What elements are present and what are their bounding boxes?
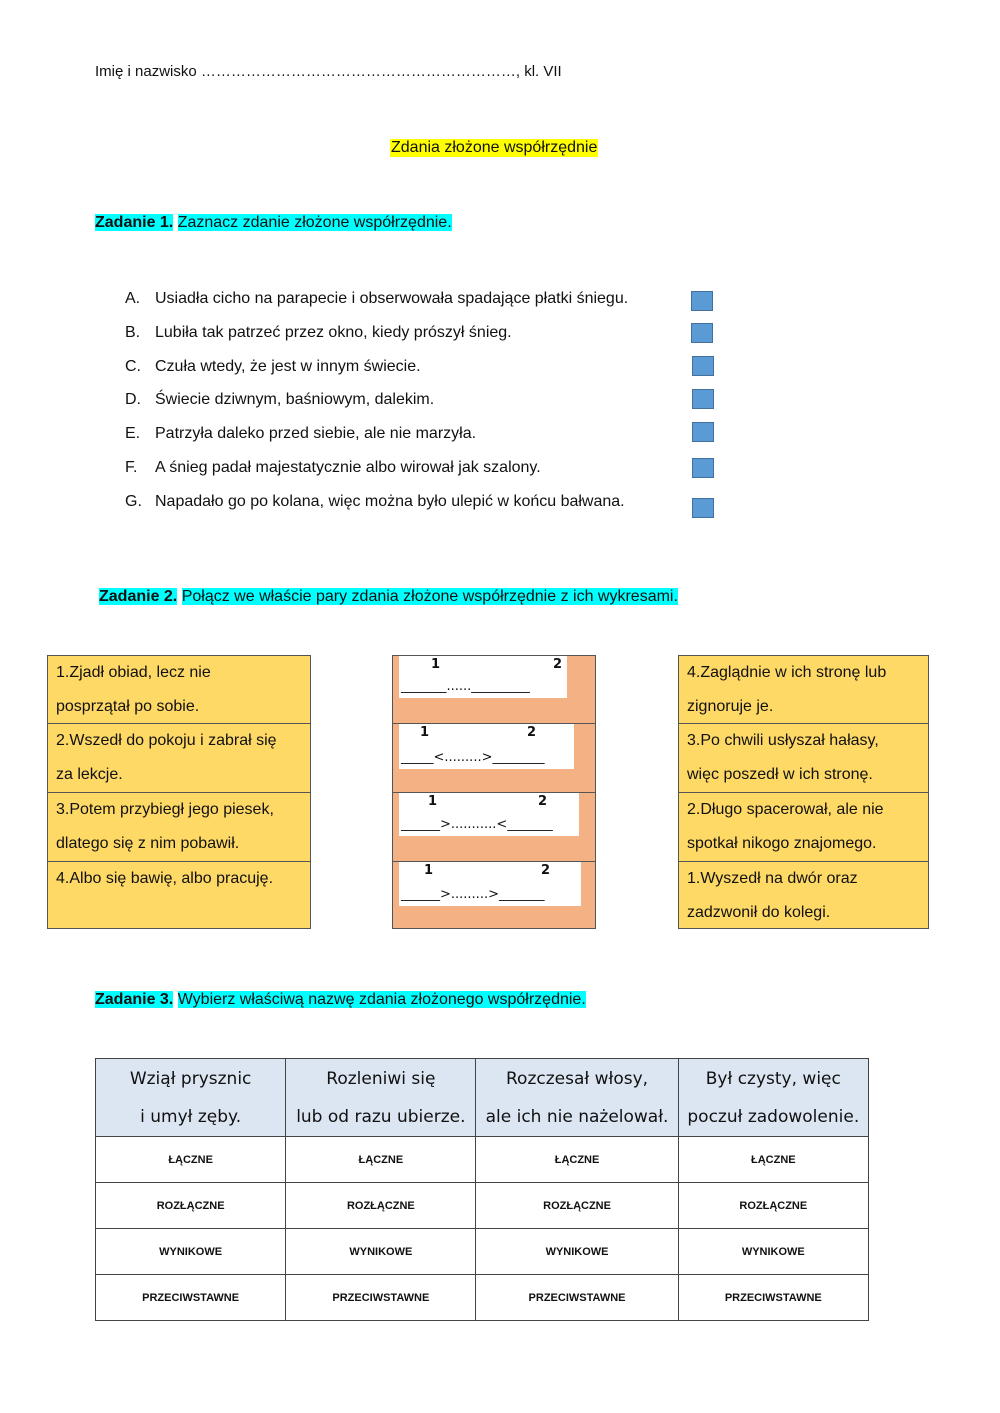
checkbox-e[interactable] xyxy=(692,422,714,442)
left-sentence-3[interactable] xyxy=(48,793,310,862)
option-text: Lubiła tak patrzeć przez okno, kiedy prószył śnieg. xyxy=(155,324,512,341)
sentence-header-3 xyxy=(476,1059,678,1137)
option-text: A śnieg padał majestatycznie albo wirował jak szalony. xyxy=(155,459,541,476)
sentence-line: 4.Albo się bawię, albo pracuję. xyxy=(56,870,274,887)
table-row xyxy=(96,1229,869,1275)
sentence-diagram xyxy=(399,862,581,906)
task3-table xyxy=(95,1058,869,1321)
sentence-diagram xyxy=(399,724,574,769)
right-sentence-3[interactable] xyxy=(679,724,928,793)
sentence-diagram xyxy=(399,656,567,698)
sentence-header-4 xyxy=(678,1059,868,1137)
task2-left-column xyxy=(47,655,311,929)
choice-wynikowe[interactable]: WYNIKOWE xyxy=(286,1229,476,1275)
diagram-pattern: ______>...........<_______ xyxy=(401,817,553,832)
option-letter: E. xyxy=(125,425,141,442)
sentence-diagram xyxy=(399,793,579,836)
option-f xyxy=(125,459,541,477)
task1-heading xyxy=(95,214,452,232)
option-d xyxy=(125,391,434,409)
name-class-line: Imię i nazwisko ………………………………………………………, kl. VII xyxy=(95,63,562,80)
diagram-number-2: 2 xyxy=(527,725,537,740)
task3-label: Zadanie 3. xyxy=(95,991,174,1008)
task2-diagram-column xyxy=(392,655,596,929)
header-line: lub od razu ubierze. xyxy=(296,1106,466,1127)
sentence-line: 1.Wyszedł na dwór oraz xyxy=(687,870,858,887)
task2-right-column xyxy=(678,655,929,929)
task2-label: Zadanie 2. xyxy=(99,588,178,605)
right-sentence-2[interactable] xyxy=(679,793,928,862)
option-letter: C. xyxy=(125,358,141,375)
choice-wynikowe[interactable]: WYNIKOWE xyxy=(476,1229,678,1275)
diagram-number-1: 1 xyxy=(420,725,430,740)
diagram-pattern: _______......_________ xyxy=(401,679,530,694)
option-letter: G. xyxy=(125,493,142,510)
option-text: Patrzyła daleko przed siebie, ale nie marzyła. xyxy=(155,425,477,442)
choice-laczne[interactable]: ŁĄCZNE xyxy=(678,1137,868,1183)
table-row xyxy=(96,1183,869,1229)
sentence-line: zignoruje je. xyxy=(687,698,774,715)
choice-wynikowe[interactable]: WYNIKOWE xyxy=(96,1229,286,1275)
checkbox-f[interactable] xyxy=(692,458,714,478)
option-a xyxy=(125,290,628,308)
sentence-line: więc poszedł w ich stronę. xyxy=(687,766,873,783)
diagram-cell-3[interactable] xyxy=(393,793,595,862)
choice-przeciwstawne[interactable]: PRZECIWSTAWNE xyxy=(286,1275,476,1321)
checkbox-c[interactable] xyxy=(692,356,714,376)
choice-rozlaczne[interactable]: ROZŁĄCZNE xyxy=(286,1183,476,1229)
option-letter: A. xyxy=(125,290,141,307)
left-sentence-4[interactable] xyxy=(48,862,310,928)
choice-przeciwstawne[interactable]: PRZECIWSTAWNE xyxy=(96,1275,286,1321)
diagram-cell-2[interactable] xyxy=(393,724,595,793)
header-line: Rozczesał włosy, xyxy=(506,1068,649,1089)
option-c xyxy=(125,358,421,376)
checkbox-d[interactable] xyxy=(692,389,714,409)
sentence-line: 4.Zaglądnie w ich stronę lub xyxy=(687,664,887,681)
sentence-header-1 xyxy=(96,1059,286,1137)
diagram-pattern: ______>.........>_______ xyxy=(401,887,545,902)
task2-instruction: Połącz we właście pary zdania złożone współrzędnie z ich wykresami. xyxy=(181,588,678,605)
table-header-row xyxy=(96,1059,869,1137)
sentence-line: 2.Długo spacerował, ale nie xyxy=(687,801,884,818)
checkbox-g[interactable] xyxy=(692,498,714,518)
choice-wynikowe[interactable]: WYNIKOWE xyxy=(678,1229,868,1275)
sentence-line: za lekcje. xyxy=(56,766,123,783)
option-letter: B. xyxy=(125,324,141,341)
choice-laczne[interactable]: ŁĄCZNE xyxy=(476,1137,678,1183)
task3-instruction: Wybierz właściwą nazwę zdania złożonego współrzędnie. xyxy=(177,991,586,1008)
sentence-line: 2.Wszedł do pokoju i zabrał się xyxy=(56,732,277,749)
task1-label: Zadanie 1. xyxy=(95,214,174,231)
option-letter: F. xyxy=(125,459,138,476)
header-line: Był czysty, więc xyxy=(705,1068,841,1089)
checkbox-a[interactable] xyxy=(691,291,713,311)
option-text: Czuła wtedy, że jest w innym świecie. xyxy=(155,358,421,375)
header-line: poczuł zadowolenie. xyxy=(687,1106,860,1127)
right-sentence-1[interactable] xyxy=(679,862,928,928)
task1-instruction: Zaznacz zdanie złożone współrzędnie. xyxy=(177,214,452,231)
choice-rozlaczne[interactable]: ROZŁĄCZNE xyxy=(96,1183,286,1229)
choice-przeciwstawne[interactable]: PRZECIWSTAWNE xyxy=(678,1275,868,1321)
choice-przeciwstawne[interactable]: PRZECIWSTAWNE xyxy=(476,1275,678,1321)
sentence-line: zadzwonił do kolegi. xyxy=(687,904,831,921)
choice-rozlaczne[interactable]: ROZŁĄCZNE xyxy=(476,1183,678,1229)
sentence-header-2 xyxy=(286,1059,476,1137)
diagram-number-2: 2 xyxy=(538,794,548,809)
choice-laczne[interactable]: ŁĄCZNE xyxy=(96,1137,286,1183)
diagram-cell-1[interactable] xyxy=(393,656,595,724)
table-row xyxy=(96,1137,869,1183)
header-line: Rozleniwi się xyxy=(326,1068,436,1089)
header-line: i umył zęby. xyxy=(140,1106,242,1127)
option-text: Usiadła cicho na parapecie i obserwowała spadające płatki śniegu. xyxy=(155,290,629,307)
diagram-pattern: _____<.........>________ xyxy=(401,750,545,765)
diagram-number-2: 2 xyxy=(541,863,551,878)
diagram-number-1: 1 xyxy=(428,794,438,809)
sentence-line: spotkał nikogo znajomego. xyxy=(687,835,877,852)
option-g xyxy=(125,493,625,511)
sentence-line: dlatego się z nim pobawił. xyxy=(56,835,240,852)
left-sentence-2[interactable] xyxy=(48,724,310,793)
sentence-line: posprzątał po sobie. xyxy=(56,698,200,715)
diagram-number-1: 1 xyxy=(424,863,434,878)
diagram-number-2: 2 xyxy=(553,657,563,672)
task2-heading xyxy=(99,588,678,606)
task3-heading xyxy=(95,991,586,1009)
worksheet-title: Zdania złożone współrzędnie xyxy=(391,139,598,156)
checkbox-b[interactable] xyxy=(691,323,713,343)
sentence-line: 3.Potem przybiegł jego piesek, xyxy=(56,801,274,818)
choice-laczne[interactable]: ŁĄCZNE xyxy=(286,1137,476,1183)
option-text: Świecie dziwnym, baśniowym, dalekim. xyxy=(155,391,435,408)
header-line: Wziął prysznic xyxy=(129,1068,252,1089)
option-letter: D. xyxy=(125,391,141,408)
left-sentence-1[interactable] xyxy=(48,656,310,724)
choice-rozlaczne[interactable]: ROZŁĄCZNE xyxy=(678,1183,868,1229)
right-sentence-4[interactable] xyxy=(679,656,928,724)
table-row xyxy=(96,1275,869,1321)
option-text: Napadało go po kolana, więc można było ulepić w końcu bałwana. xyxy=(155,493,625,510)
diagram-cell-4[interactable] xyxy=(393,862,595,928)
diagram-number-1: 1 xyxy=(431,657,441,672)
sentence-line: 3.Po chwili usłyszał hałasy, xyxy=(687,732,879,749)
option-e xyxy=(125,425,476,443)
option-b xyxy=(125,324,512,342)
header-line: ale ich nie nażelował. xyxy=(485,1106,669,1127)
sentence-line: 1.Zjadł obiad, lecz nie xyxy=(56,664,211,681)
